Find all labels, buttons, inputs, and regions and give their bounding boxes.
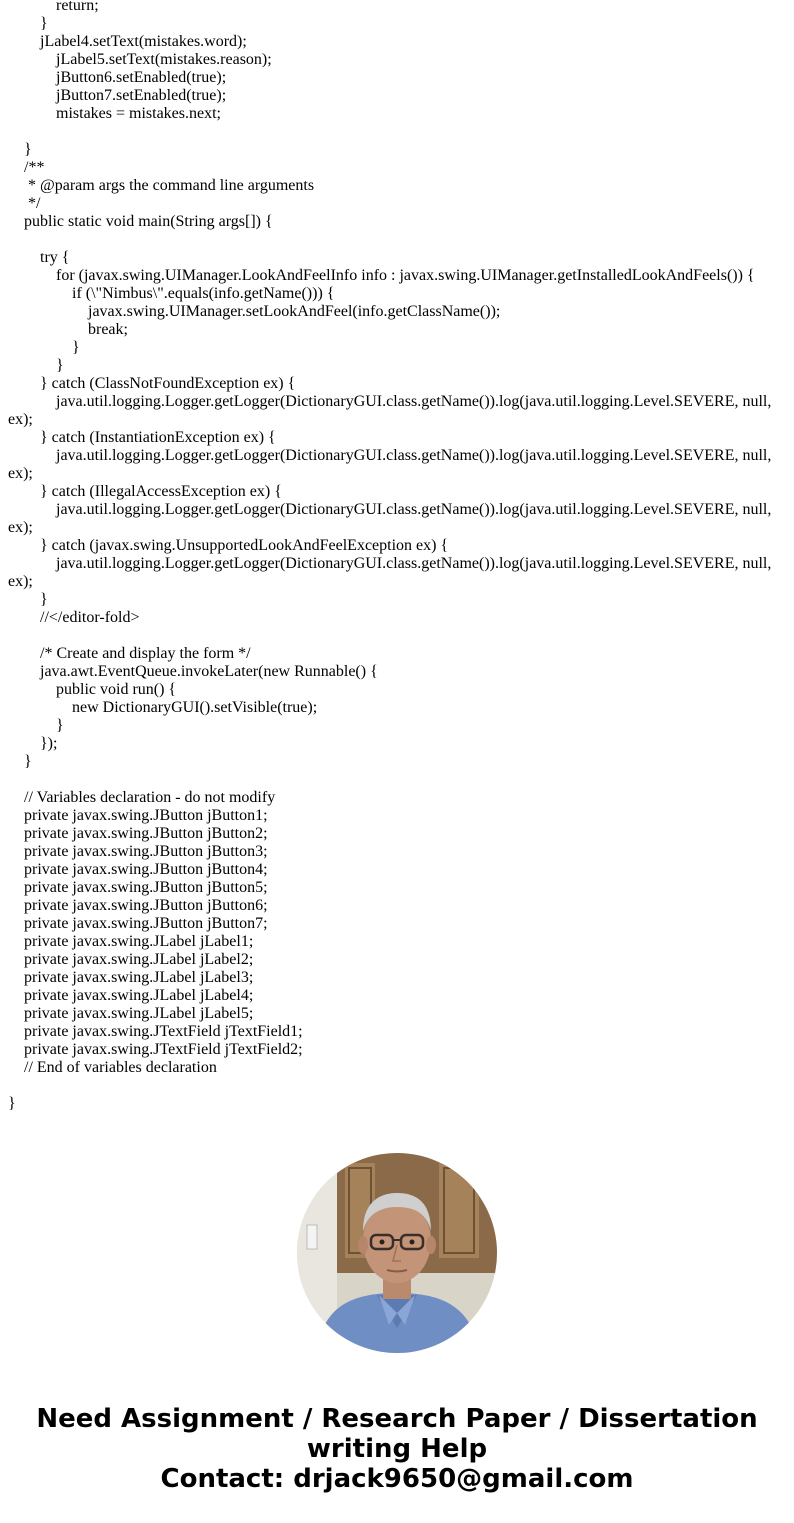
code-line: private javax.swing.JButton jButton2; [8, 825, 268, 842]
code-line: ex); [8, 411, 33, 428]
author-portrait-icon [297, 1153, 497, 1353]
code-line [8, 627, 786, 645]
code-line: } catch (ClassNotFoundException ex) { [8, 375, 296, 392]
code-line: private javax.swing.JTextField jTextField2; [8, 1041, 303, 1058]
code-line: } [8, 339, 80, 356]
code-line: // End of variables declaration [8, 1059, 217, 1076]
code-line: jButton7.setEnabled(true); [8, 87, 227, 104]
code-line: } [8, 15, 48, 32]
code-line: javax.swing.UIManager.setLookAndFeel(info.getClassName()); [8, 303, 501, 320]
code-line: private javax.swing.JButton jButton4; [8, 861, 268, 878]
code-line: /* Create and display the form */ [8, 645, 251, 662]
code-line: private javax.swing.JButton jButton7; [8, 915, 268, 932]
code-line: */ [8, 195, 41, 212]
code-line: }); [8, 735, 58, 752]
code-line: } catch (IllegalAccessException ex) { [8, 483, 282, 500]
code-line: } [8, 357, 64, 374]
code-line: } [8, 141, 32, 158]
code-line: break; [8, 321, 128, 338]
code-line: } catch (InstantiationException ex) { [8, 429, 276, 446]
code-line: return; [8, 0, 99, 14]
code-listing [8, 0, 786, 1113]
code-line: } [8, 753, 32, 770]
code-line: java.awt.EventQueue.invokeLater(new Runnable() { [8, 663, 378, 680]
code-line: } catch (javax.swing.UnsupportedLookAndFeelException ex) { [8, 537, 449, 554]
code-line: try { [8, 249, 70, 266]
code-line: } [8, 591, 48, 608]
code-line: java.util.logging.Logger.getLogger(DictionaryGUI.class.getName()).log(java.util.logging.Level.SEVERE, null, [8, 501, 772, 518]
code-line: jLabel5.setText(mistakes.reason); [8, 51, 272, 68]
code-line: java.util.logging.Logger.getLogger(DictionaryGUI.class.getName()).log(java.util.logging.Level.SEVERE, null, [8, 447, 772, 464]
code-line [8, 123, 786, 141]
code-line: ex); [8, 573, 33, 590]
code-line: private javax.swing.JButton jButton1; [8, 807, 268, 824]
code-line: private javax.swing.JTextField jTextField1; [8, 1023, 303, 1040]
code-line: java.util.logging.Logger.getLogger(DictionaryGUI.class.getName()).log(java.util.logging.Level.SEVERE, null, [8, 555, 772, 572]
promo-banner [0, 1404, 794, 1494]
code-line: private javax.swing.JButton jButton3; [8, 843, 268, 860]
code-line [8, 1077, 786, 1095]
code-line: public static void main(String args[]) { [8, 213, 273, 230]
code-line: ex); [8, 465, 33, 482]
code-line: private javax.swing.JLabel jLabel4; [8, 987, 254, 1004]
code-line: private javax.swing.JLabel jLabel1; [8, 933, 254, 950]
code-line: * @param args the command line arguments [8, 177, 315, 194]
code-line: } [8, 717, 64, 734]
code-line: //</editor-fold> [8, 609, 140, 626]
code-line: jLabel4.setText(mistakes.word); [8, 33, 247, 50]
code-line: private javax.swing.JLabel jLabel5; [8, 1005, 254, 1022]
code-line: public void run() { [8, 681, 177, 698]
code-line: // Variables declaration - do not modify [8, 789, 276, 806]
promo-line-1: Need Assignment / Research Paper / Dissertation [36, 1404, 758, 1434]
code-line: for (javax.swing.UIManager.LookAndFeelInfo info : javax.swing.UIManager.getInstalledLookAndFeels()) { [8, 267, 755, 284]
promo-contact: Contact: drjack9650@gmail.com [160, 1464, 634, 1494]
code-line: new DictionaryGUI().setVisible(true); [8, 699, 318, 716]
code-line: mistakes = mistakes.next; [8, 105, 221, 122]
author-avatar [297, 1153, 497, 1353]
promo-line-2: writing Help [306, 1434, 488, 1464]
code-line: /** [8, 159, 45, 176]
code-line: private javax.swing.JLabel jLabel2; [8, 951, 254, 968]
code-line: ex); [8, 519, 33, 536]
code-line: private javax.swing.JLabel jLabel3; [8, 969, 254, 986]
code-line: java.util.logging.Logger.getLogger(DictionaryGUI.class.getName()).log(java.util.logging.Level.SEVERE, null, [8, 393, 772, 410]
code-line [8, 771, 786, 789]
code-line [8, 231, 786, 249]
code-line: private javax.swing.JButton jButton5; [8, 879, 268, 896]
code-line: jButton6.setEnabled(true); [8, 69, 227, 86]
code-line: } [8, 1095, 16, 1112]
code-line: private javax.swing.JButton jButton6; [8, 897, 268, 914]
code-line: if (\"Nimbus\".equals(info.getName())) { [8, 285, 335, 302]
